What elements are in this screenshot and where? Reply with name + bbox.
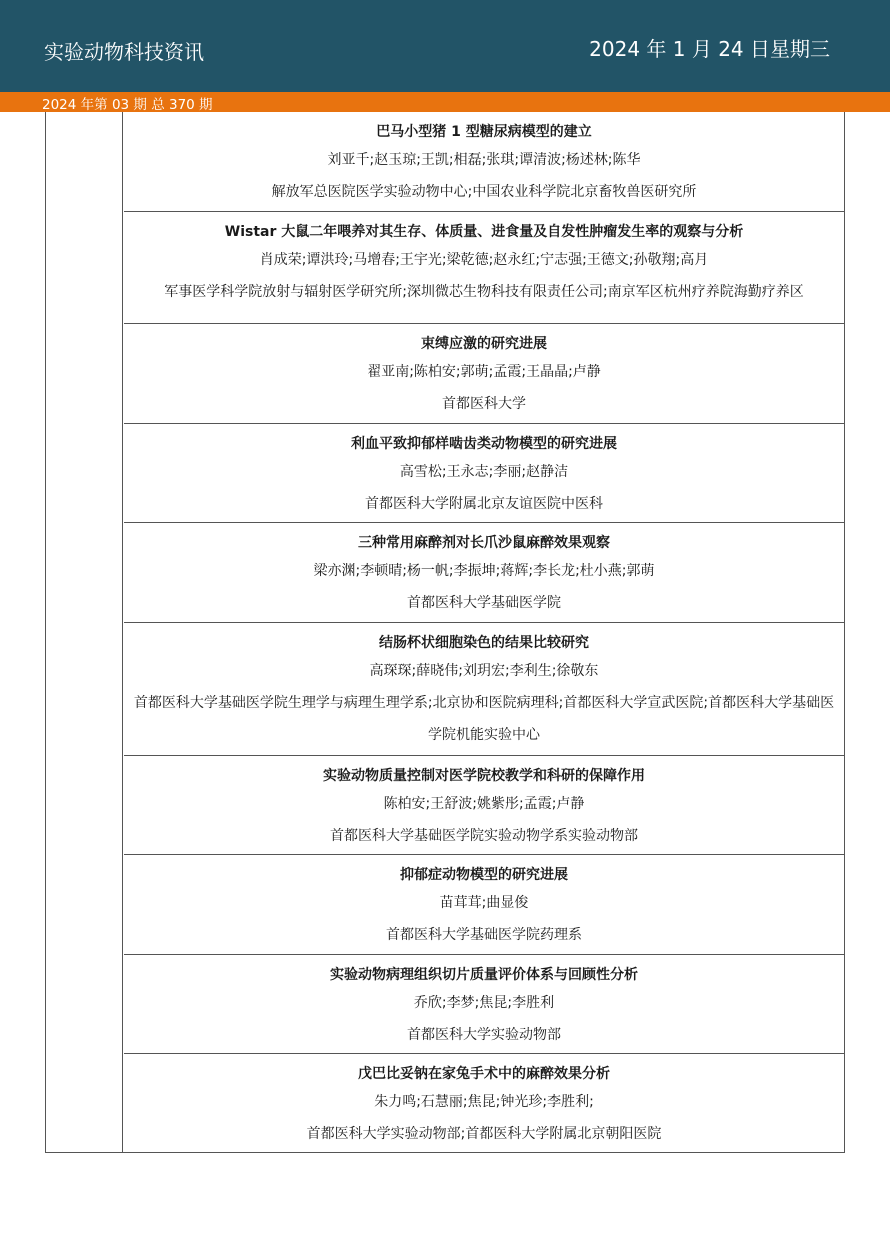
- article-affiliation: 解放军总医院医学实验动物中心;中国农业科学院北京畜牧兽医研究所: [271, 184, 697, 200]
- article-affiliation: 首都医科大学: [442, 396, 526, 412]
- issue-bar: [0, 92, 890, 112]
- article-entry: [124, 424, 844, 523]
- issue-number: 2024 年第 03 期 总 370 期: [42, 97, 213, 113]
- article-authors: 高雪松;王永志;李丽;赵静洁: [399, 464, 569, 480]
- article-entry: [124, 1054, 844, 1153]
- article-entry: [124, 324, 844, 424]
- article-title: 巴马小型猪 1 型糖尿病模型的建立: [376, 124, 592, 140]
- article-affiliation: 军事医学科学院放射与辐射医学研究所;深圳微芯生物科技有限责任公司;南京军区杭州疗养院海勤疗养区: [164, 284, 804, 300]
- article-title: 抑郁症动物模型的研究进展: [400, 867, 568, 883]
- article-title: 结肠杯状细胞染色的结果比较研究: [379, 635, 589, 651]
- article-authors: 肖成荣;谭洪玲;马增春;王宇光;梁乾德;赵永红;宁志强;王德文;孙敬翔;高月: [259, 252, 709, 268]
- article-table: [45, 112, 845, 1153]
- article-title: 三种常用麻醉剂对长爪沙鼠麻醉效果观察: [358, 535, 610, 551]
- article-affiliation: 首都医科大学基础医学院实验动物学系实验动物部: [330, 828, 638, 844]
- article-affiliation: 首都医科大学实验动物部: [407, 1027, 561, 1043]
- article-title: 戊巴比妥钠在家兔手术中的麻醉效果分析: [358, 1066, 610, 1082]
- article-entry: [124, 623, 844, 756]
- article-authors: 乔欣;李梦;焦昆;李胜利: [413, 995, 555, 1011]
- article-authors: 高琛琛;薛晓伟;刘玥宏;李利生;徐敬东: [369, 663, 599, 679]
- article-title: 利血平致抑郁样啮齿类动物模型的研究进展: [351, 436, 617, 452]
- article-affiliation: 首都医科大学实验动物部;首都医科大学附属北京朝阳医院: [306, 1126, 662, 1142]
- article-title: 束缚应激的研究进展: [421, 336, 547, 352]
- article-affiliation: 首都医科大学基础医学院生理学与病理生理学系;北京协和医院病理科;首都医科大学宣武医院;首都医科大学基础医学院机能实验中心: [133, 695, 835, 743]
- article-authors: 陈柏安;王舒波;姚紫彤;孟霞;卢静: [383, 796, 585, 812]
- article-title: 实验动物质量控制对医学院校教学和科研的保障作用: [323, 768, 645, 784]
- article-entry: [124, 955, 844, 1054]
- header-bar: [0, 0, 890, 92]
- article-title: Wistar 大鼠二年喂养对其生存、体质量、进食量及自发性肿瘤发生率的观察与分析: [224, 224, 744, 240]
- publication-title: 实验动物科技资讯: [44, 40, 204, 64]
- article-affiliation: 首都医科大学基础医学院: [407, 595, 561, 611]
- issue-date: 2024 年 1 月 24 日星期三: [589, 37, 830, 61]
- article-authors: 刘亚千;赵玉琼;王凯;相磊;张琪;谭清波;杨述林;陈华: [327, 152, 641, 168]
- table-left-column: [46, 112, 123, 1152]
- article-affiliation: 首都医科大学附属北京友谊医院中医科: [365, 496, 603, 512]
- article-authors: 苗茸茸;曲显俊: [439, 895, 529, 911]
- article-entry: [124, 523, 844, 623]
- article-authors: 梁亦渊;李顿晴;杨一帆;李振坤;蒋辉;李长龙;杜小燕;郭萌: [313, 563, 655, 579]
- article-entry: [124, 756, 844, 855]
- article-affiliation: 首都医科大学基础医学院药理系: [386, 927, 582, 943]
- article-title: 实验动物病理组织切片质量评价体系与回顾性分析: [330, 967, 638, 983]
- article-entry: [124, 112, 844, 212]
- article-list: [124, 112, 844, 1153]
- article-authors: 翟亚南;陈柏安;郭萌;孟霞;王晶晶;卢静: [367, 364, 601, 380]
- article-entry: [124, 212, 844, 324]
- article-authors: 朱力鸣;石慧丽;焦昆;钟光珍;李胜利;: [374, 1094, 594, 1110]
- article-entry: [124, 855, 844, 955]
